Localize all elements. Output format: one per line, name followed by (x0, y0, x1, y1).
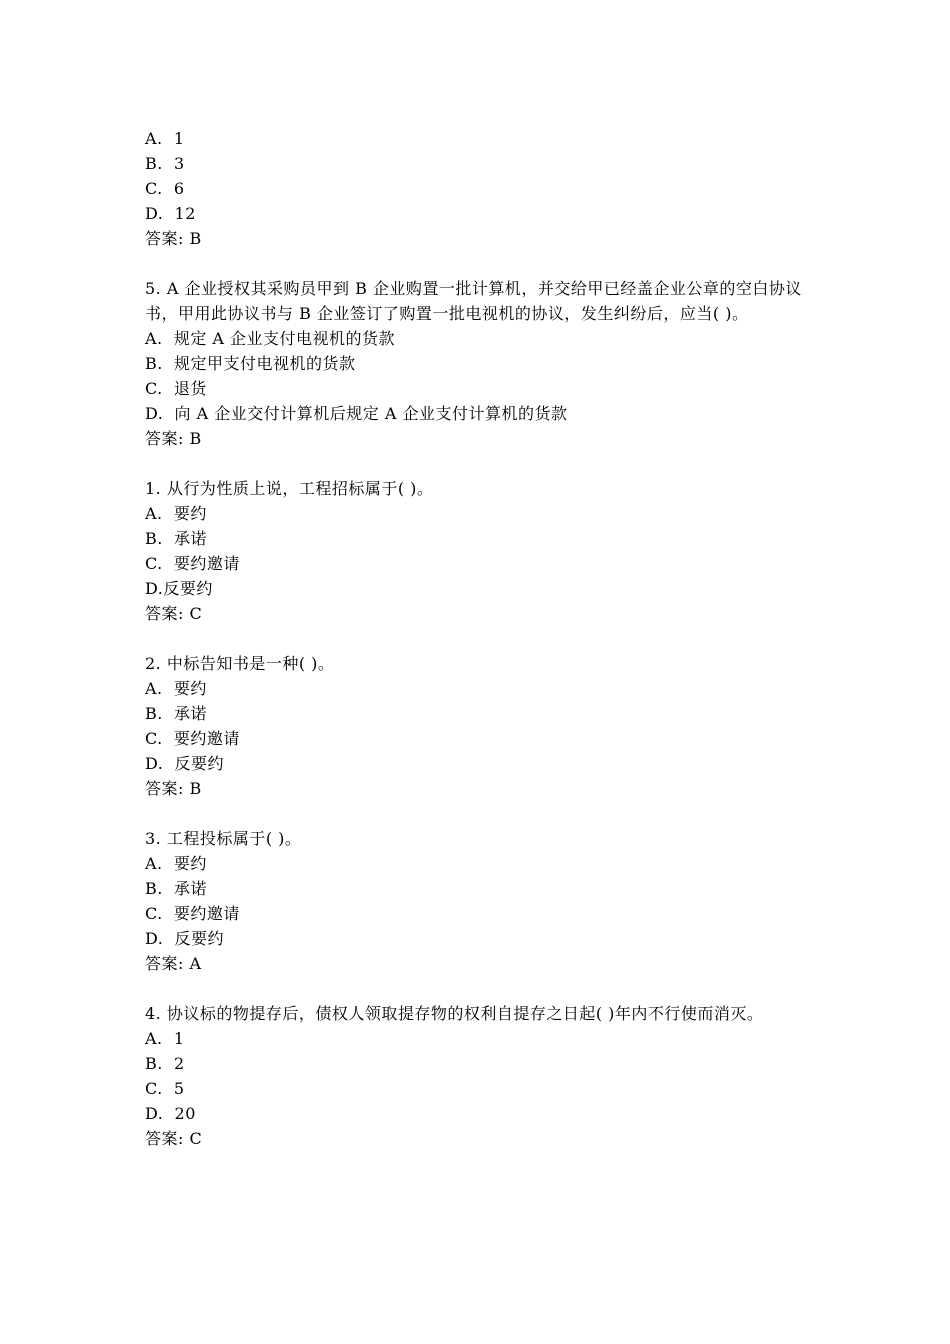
option-c: C. 要约邀请 (145, 729, 240, 748)
answer-line: 答案: B (145, 429, 202, 448)
option-a: A. 规定 A 企业支付电视机的货款 (145, 329, 396, 348)
option-a: A. 1 (145, 1029, 185, 1048)
option-d: D.反要约 (145, 579, 213, 598)
question-stem: 4. 协议标的物提存后，债权人领取提存物的权利自提存之日起( )年内不行使而消灭。 (145, 1004, 764, 1023)
option-b: B. 3 (145, 154, 185, 173)
option-c: C. 要约邀请 (145, 904, 240, 923)
question-stem: 3. 工程投标属于( )。 (145, 829, 302, 848)
option-c: C. 退货 (145, 379, 207, 398)
question-stem: 5. A 企业授权其采购员甲到 B 企业购置一批计算机，并交给甲已经盖企业公章的空白协议书，甲用此协议书与 B 企业签订了购置一批电视机的协议，发生纠纷后，应当( )。 (145, 279, 802, 323)
option-a: A. 要约 (145, 504, 207, 523)
answer-line: 答案: C (145, 604, 203, 623)
option-b: B. 承诺 (145, 879, 208, 898)
option-d: D. 12 (145, 204, 196, 223)
option-b: B. 承诺 (145, 704, 208, 723)
option-d: D. 20 (145, 1104, 196, 1123)
question-block (145, 1001, 815, 1151)
question-stem: 2. 中标告知书是一种( )。 (145, 654, 335, 673)
answer-line: 答案: C (145, 1129, 203, 1148)
question-block (145, 651, 815, 801)
option-b: B. 承诺 (145, 529, 208, 548)
option-a: A. 1 (145, 129, 185, 148)
option-d: D. 反要约 (145, 929, 225, 948)
option-a: A. 要约 (145, 854, 207, 873)
answer-line: 答案: B (145, 779, 202, 798)
question-block (145, 476, 815, 626)
option-b: B. 规定甲支付电视机的货款 (145, 354, 356, 373)
option-c: C. 要约邀请 (145, 554, 240, 573)
answer-line: 答案: B (145, 229, 202, 248)
option-c: C. 5 (145, 1079, 185, 1098)
option-d: D. 反要约 (145, 754, 225, 773)
answer-line: 答案: A (145, 954, 202, 973)
question-block (145, 276, 815, 451)
question-stem: 1. 从行为性质上说，工程招标属于( )。 (145, 479, 434, 498)
option-a: A. 要约 (145, 679, 207, 698)
option-d: D. 向 A 企业交付计算机后规定 A 企业支付计算机的货款 (145, 404, 568, 423)
question-block (145, 826, 815, 976)
document-page (145, 126, 815, 1176)
option-c: C. 6 (145, 179, 185, 198)
question-block (145, 126, 815, 251)
option-b: B. 2 (145, 1054, 185, 1073)
